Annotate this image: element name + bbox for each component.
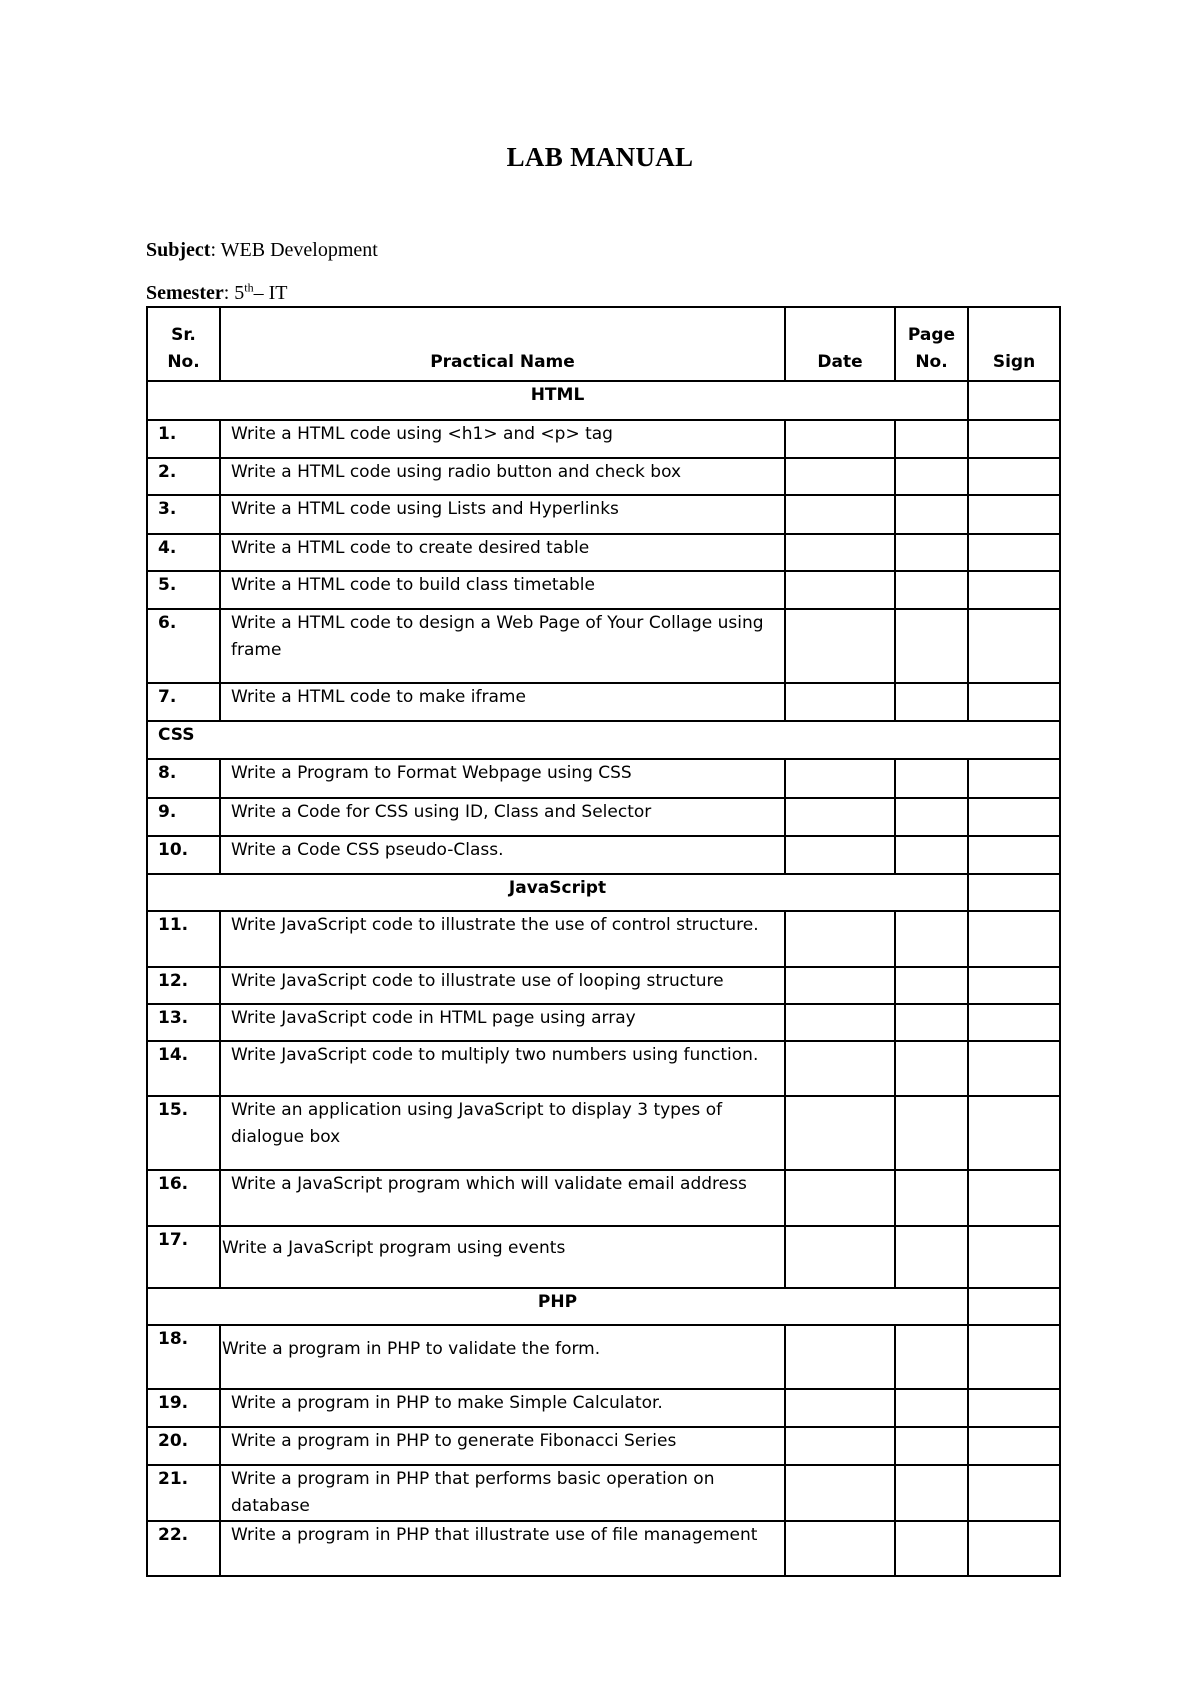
section-title: PHP — [147, 1288, 968, 1325]
sr-cell: 10. — [147, 836, 220, 874]
date-cell — [785, 534, 895, 571]
practical-name-cell: Write a HTML code using <h1> and <p> tag — [220, 420, 785, 458]
practical-name-cell: Write an application using JavaScript to display 3 types of dialogue box — [220, 1096, 785, 1170]
sign-cell — [968, 495, 1060, 534]
section-row-php — [147, 1288, 1060, 1325]
header-practical-name: Practical Name — [220, 307, 785, 381]
page-cell — [895, 495, 968, 534]
date-cell — [785, 1389, 895, 1427]
sign-cell — [968, 420, 1060, 458]
sign-cell — [968, 798, 1060, 836]
practical-name-cell: Write JavaScript code in HTML page using array — [220, 1004, 785, 1041]
table-row — [147, 1170, 1060, 1226]
sign-cell — [968, 911, 1060, 967]
page-cell — [895, 1389, 968, 1427]
table-row — [147, 1041, 1060, 1096]
practical-name-cell: Write a Code CSS pseudo-Class. — [220, 836, 785, 874]
page-cell — [895, 911, 968, 967]
sr-cell: 9. — [147, 798, 220, 836]
sign-cell — [968, 1288, 1060, 1325]
page-cell — [895, 683, 968, 721]
header-sign: Sign — [968, 307, 1060, 381]
header-sr-no: Sr. No. — [147, 307, 220, 381]
sr-cell: 6. — [147, 609, 220, 683]
table-row — [147, 1226, 1060, 1288]
page-cell — [895, 1226, 968, 1288]
table-row — [147, 1465, 1060, 1521]
sr-cell: 7. — [147, 683, 220, 721]
page-cell — [895, 1465, 968, 1521]
sign-cell — [968, 683, 1060, 721]
sr-cell: 14. — [147, 1041, 220, 1096]
sign-cell — [968, 874, 1060, 911]
sr-cell: 22. — [147, 1521, 220, 1576]
practical-name-cell: Write a Code for CSS using ID, Class and Selector — [220, 798, 785, 836]
date-cell — [785, 1170, 895, 1226]
semester-number: 5 — [234, 282, 245, 304]
date-cell — [785, 1096, 895, 1170]
subject-line: Subject: WEB Development — [146, 239, 378, 261]
date-cell — [785, 683, 895, 721]
date-cell — [785, 911, 895, 967]
section-title: CSS — [147, 721, 1060, 759]
table-row — [147, 571, 1060, 609]
practical-name-cell: Write JavaScript code to multiply two numbers using function. — [220, 1041, 785, 1096]
practical-name-cell: Write a program in PHP that performs basic operation on database — [220, 1465, 785, 1521]
date-cell — [785, 609, 895, 683]
practical-name-cell: Write a HTML code using Lists and Hyperlinks — [220, 495, 785, 534]
table-row — [147, 759, 1060, 798]
section-row-css — [147, 721, 1060, 759]
sign-cell — [968, 571, 1060, 609]
practical-name-cell: Write JavaScript code to illustrate use of looping structure — [220, 967, 785, 1004]
page-cell — [895, 836, 968, 874]
sign-cell — [968, 967, 1060, 1004]
date-cell — [785, 759, 895, 798]
table-row — [147, 911, 1060, 967]
sign-cell — [968, 1096, 1060, 1170]
practical-name-cell: Write a program in PHP that illustrate use of file management — [220, 1521, 785, 1576]
sr-cell: 1. — [147, 420, 220, 458]
semester-line: Semester: 5th– IT — [146, 280, 288, 304]
page-cell — [895, 967, 968, 1004]
section-row-html — [147, 381, 1060, 420]
practical-name-cell: Write a Program to Format Webpage using CSS — [220, 759, 785, 798]
table-row — [147, 609, 1060, 683]
sr-cell: 5. — [147, 571, 220, 609]
date-cell — [785, 495, 895, 534]
date-cell — [785, 1004, 895, 1041]
date-cell — [785, 571, 895, 609]
date-cell — [785, 458, 895, 495]
sr-cell: 11. — [147, 911, 220, 967]
sr-cell: 2. — [147, 458, 220, 495]
sr-cell: 17. — [147, 1226, 220, 1288]
page-cell — [895, 1041, 968, 1096]
page-cell — [895, 759, 968, 798]
date-cell — [785, 420, 895, 458]
sr-cell: 19. — [147, 1389, 220, 1427]
page-cell — [895, 1427, 968, 1465]
page-cell — [895, 420, 968, 458]
sr-cell: 20. — [147, 1427, 220, 1465]
date-cell — [785, 836, 895, 874]
header-date: Date — [785, 307, 895, 381]
section-title: HTML — [147, 381, 968, 420]
table-row — [147, 1096, 1060, 1170]
table-row — [147, 495, 1060, 534]
sign-cell — [968, 1170, 1060, 1226]
date-cell — [785, 1521, 895, 1576]
semester-rest: – IT — [253, 282, 288, 304]
sign-cell — [968, 381, 1060, 420]
practical-name-cell: Write a HTML code to design a Web Page of Your Collage using frame — [220, 609, 785, 683]
table-row — [147, 420, 1060, 458]
sr-cell: 8. — [147, 759, 220, 798]
date-cell — [785, 1465, 895, 1521]
table-row — [147, 458, 1060, 495]
page-cell — [895, 1096, 968, 1170]
practicals-table — [146, 306, 1061, 1577]
section-title: JavaScript — [147, 874, 968, 911]
date-cell — [785, 967, 895, 1004]
sign-cell — [968, 1389, 1060, 1427]
sr-cell: 4. — [147, 534, 220, 571]
practical-name-cell: Write a HTML code to create desired table — [220, 534, 785, 571]
date-cell — [785, 1041, 895, 1096]
sign-cell — [968, 1041, 1060, 1096]
table-row — [147, 683, 1060, 721]
practical-name-cell: Write a JavaScript program using events — [220, 1226, 785, 1288]
table-row — [147, 1325, 1060, 1389]
sign-cell — [968, 1325, 1060, 1389]
date-cell — [785, 1427, 895, 1465]
sign-cell — [968, 1521, 1060, 1576]
header-page-no: Page No. — [895, 307, 968, 381]
sr-cell: 13. — [147, 1004, 220, 1041]
table-row — [147, 1427, 1060, 1465]
table-row — [147, 1521, 1060, 1576]
page-cell — [895, 1325, 968, 1389]
sr-cell: 18. — [147, 1325, 220, 1389]
table-row — [147, 1004, 1060, 1041]
sign-cell — [968, 836, 1060, 874]
sr-cell: 12. — [147, 967, 220, 1004]
table-header-row — [147, 307, 1060, 381]
practical-name-cell: Write a program in PHP to validate the form. — [220, 1325, 785, 1389]
practical-name-cell: Write a HTML code using radio button and check box — [220, 458, 785, 495]
page-cell — [895, 609, 968, 683]
date-cell — [785, 1226, 895, 1288]
practical-name-cell: Write a HTML code to make iframe — [220, 683, 785, 721]
sign-cell — [968, 1427, 1060, 1465]
practical-name-cell: Write a HTML code to build class timetable — [220, 571, 785, 609]
sr-cell: 3. — [147, 495, 220, 534]
sign-cell — [968, 759, 1060, 798]
page-cell — [895, 1521, 968, 1576]
subject-label: Subject — [146, 239, 211, 261]
page-cell — [895, 458, 968, 495]
page-cell — [895, 1170, 968, 1226]
sign-cell — [968, 1004, 1060, 1041]
table-row — [147, 798, 1060, 836]
sign-cell — [968, 534, 1060, 571]
sr-cell: 21. — [147, 1465, 220, 1521]
page-cell — [895, 1004, 968, 1041]
page-cell — [895, 571, 968, 609]
sr-cell: 16. — [147, 1170, 220, 1226]
sr-cell: 15. — [147, 1096, 220, 1170]
practical-name-cell: Write JavaScript code to illustrate the use of control structure. — [220, 911, 785, 967]
sign-cell — [968, 609, 1060, 683]
page-cell — [895, 798, 968, 836]
sign-cell — [968, 458, 1060, 495]
table-row — [147, 534, 1060, 571]
practical-name-cell: Write a JavaScript program which will validate email address — [220, 1170, 785, 1226]
subject-value: WEB Development — [220, 239, 378, 261]
practical-name-cell: Write a program in PHP to make Simple Calculator. — [220, 1389, 785, 1427]
semester-label: Semester — [146, 282, 224, 304]
sign-cell — [968, 1465, 1060, 1521]
date-cell — [785, 798, 895, 836]
practical-name-cell: Write a program in PHP to generate Fibonacci Series — [220, 1427, 785, 1465]
page-title: LAB MANUAL — [506, 142, 694, 172]
table-row — [147, 967, 1060, 1004]
table-row — [147, 836, 1060, 874]
page-cell — [895, 534, 968, 571]
semester-suffix: th — [244, 280, 254, 295]
section-row-javascript — [147, 874, 1060, 911]
date-cell — [785, 1325, 895, 1389]
table-row — [147, 1389, 1060, 1427]
sign-cell — [968, 1226, 1060, 1288]
